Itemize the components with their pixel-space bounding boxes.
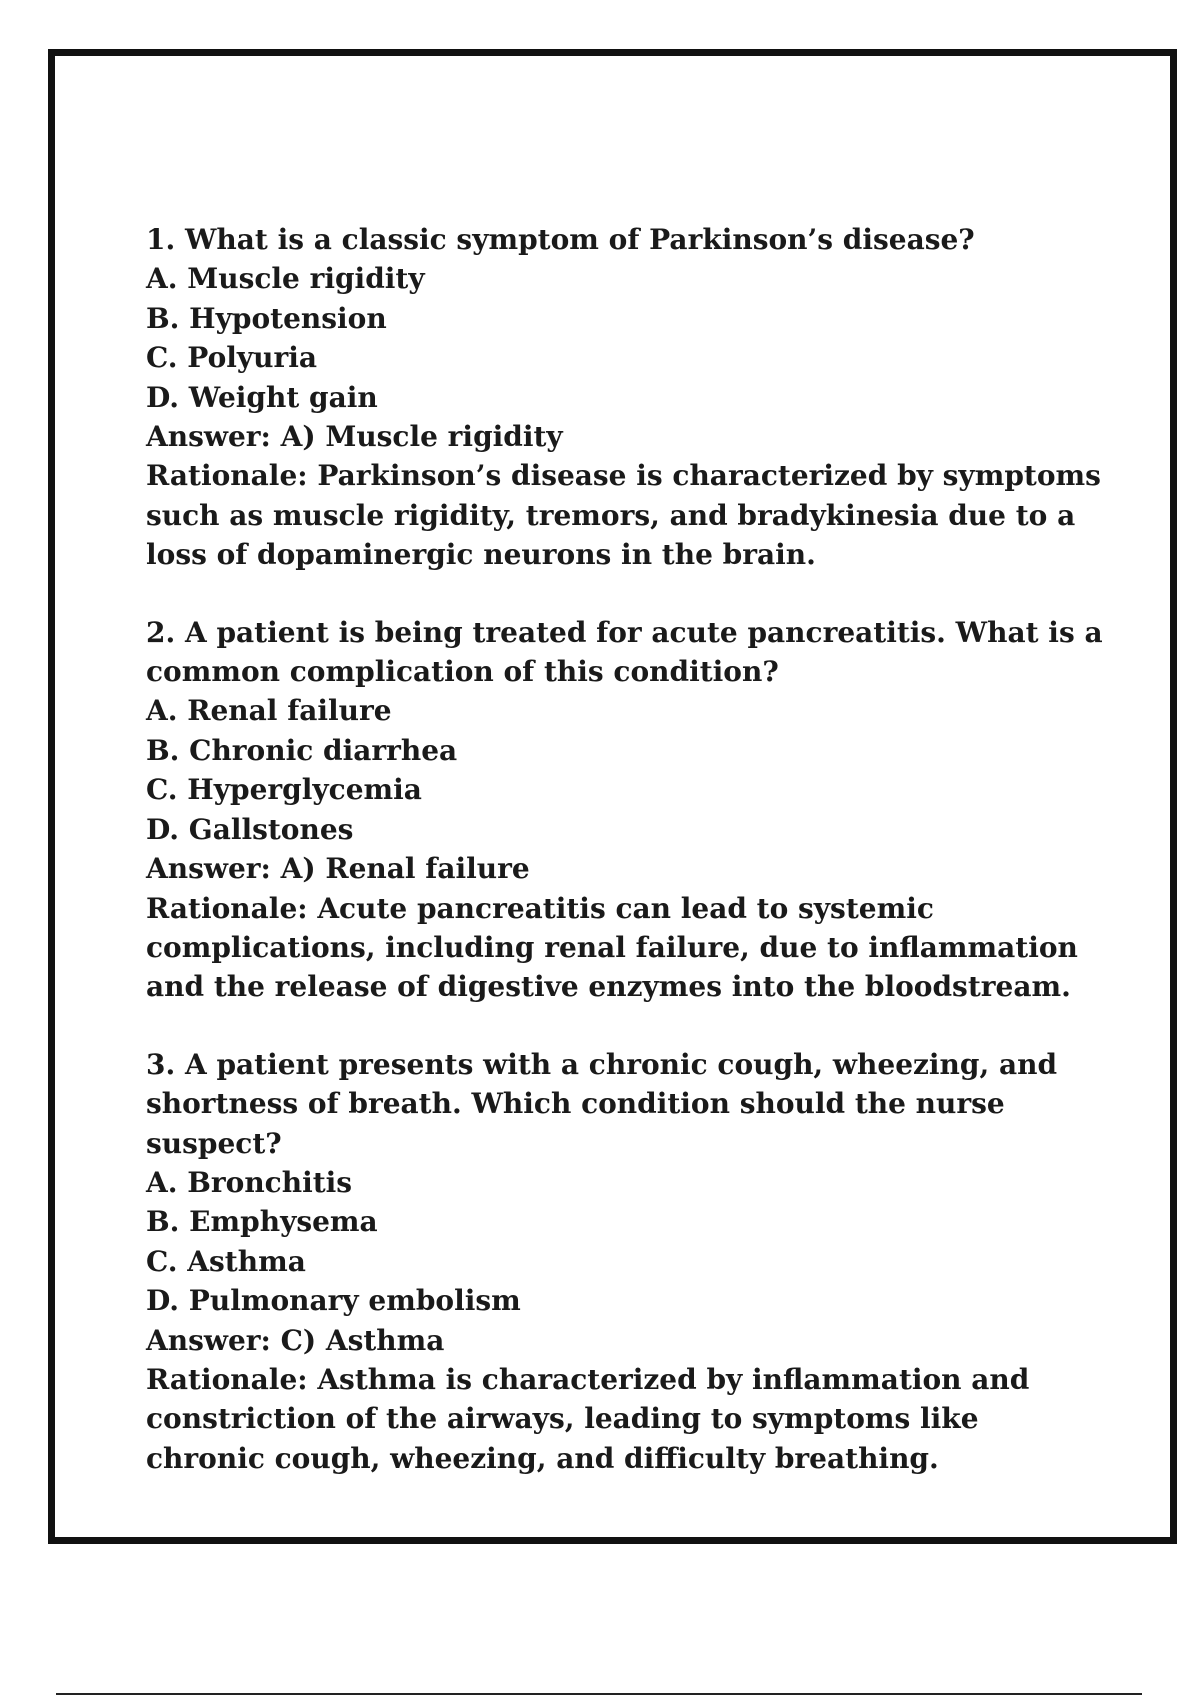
option-b: B. Chronic diarrhea (146, 733, 458, 767)
option-c: C. Asthma (146, 1244, 306, 1278)
option-d: D. Gallstones (146, 812, 354, 846)
answer-text: Answer: C) Asthma (146, 1323, 445, 1357)
option-a: A. Renal failure (146, 694, 392, 728)
question-2 (146, 613, 1106, 1007)
question-text: 1. What is a classic symptom of Parkinson’s disease? (146, 223, 975, 256)
rationale-text: Rationale: Acute pancreatitis can lead to systemic complications, including renal failure, due to inflammation and the release of digestive enzymes into the bloodstream. (146, 891, 1078, 1004)
answer-text: Answer: A) Muscle rigidity (146, 420, 563, 454)
option-b: B. Hypotension (146, 301, 387, 335)
rationale-text: Rationale: Asthma is characterized by inflammation and constriction of the airways, leading to symptoms like chronic cough, wheezing, and difficulty breathing. (146, 1362, 1030, 1475)
option-a: A. Muscle rigidity (146, 262, 425, 296)
question-text: 2. A patient is being treated for acute pancreatitis. What is a common complication of this condition? (146, 615, 1103, 689)
bottom-divider (56, 1693, 1142, 1695)
rationale-text: Rationale: Parkinson’s disease is characterized by symptoms such as muscle rigidity, tremors, and bradykinesia due to a loss of dopaminergic neurons in the brain. (146, 459, 1101, 572)
option-a: A. Bronchitis (146, 1165, 353, 1199)
option-d: D. Weight gain (146, 380, 378, 414)
question-3 (146, 1045, 1106, 1478)
option-c: C. Polyuria (146, 341, 318, 375)
option-d: D. Pulmonary embolism (146, 1284, 521, 1318)
answer-text: Answer: A) Renal failure (146, 852, 530, 886)
option-b: B. Emphysema (146, 1205, 378, 1239)
question-list (146, 220, 1106, 1516)
question-text: 3. A patient presents with a chronic cough, wheezing, and shortness of breath. Which condition should the nurse suspect? (146, 1047, 1058, 1160)
option-c: C. Hyperglycemia (146, 773, 422, 807)
question-1 (146, 220, 1106, 575)
